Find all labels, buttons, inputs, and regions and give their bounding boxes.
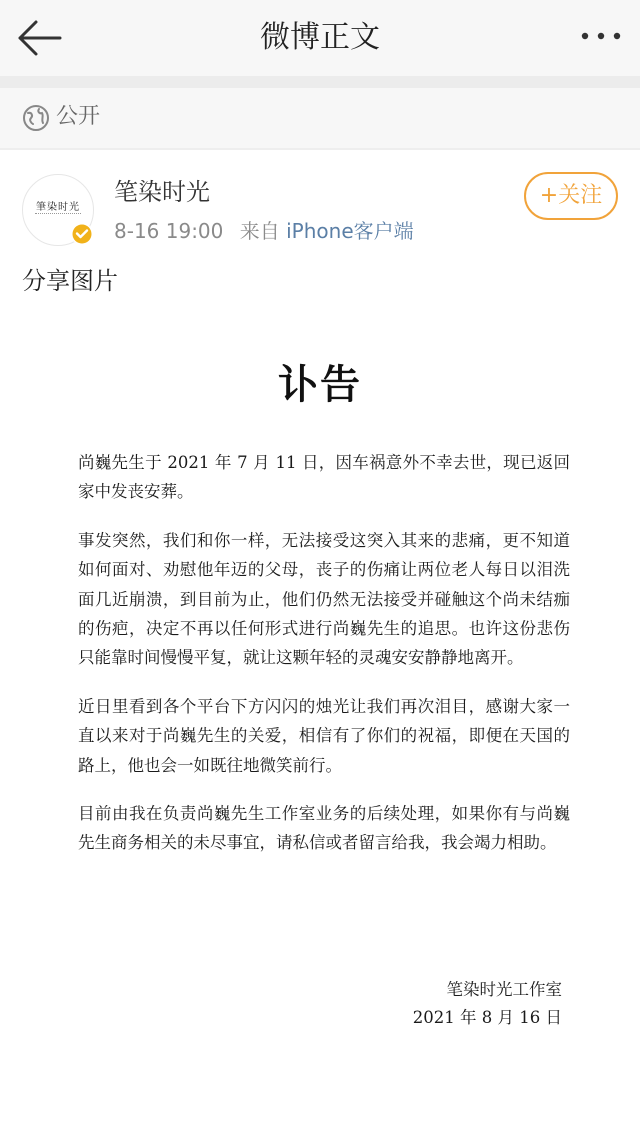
section-divider: [0, 76, 640, 88]
more-dots-icon: [580, 28, 622, 44]
notice-paragraph: 事发突然，我们和你一样，无法接受这突入其来的悲痛，更不知道如何面对、劝慰他年迈的父母，丧子的伤痛让两位老人每日以泪洗面几近崩溃，到目前为止，他们仍然无法接受并碰触这个尚未结痂的伤疤，决定不再以任何形式进行尚巍先生的追思。也许这份悲伤只能靠时间慢慢平复，就让这颗年轻的灵魂安安静静地离开。: [78, 530, 570, 668]
avatar-logo-underline: [35, 213, 81, 216]
source-prefix: 来自: [239, 219, 280, 243]
divider: [0, 148, 640, 150]
follow-button[interactable]: +关注: [524, 172, 618, 220]
visibility-row: [0, 88, 640, 148]
more-button[interactable]: [580, 28, 622, 44]
avatar-logo-text: 筆染时光: [36, 202, 80, 213]
post-source-link[interactable]: iPhone客户端: [286, 219, 414, 243]
post-timestamp: 8-16 19:00: [114, 219, 224, 243]
verified-badge-icon: [70, 222, 94, 246]
post-meta: [114, 216, 414, 246]
author-name[interactable]: 笔染时光: [114, 178, 210, 206]
notice-date: 2021 年 8 月 16 日: [412, 1008, 562, 1027]
page-title: 微博正文: [260, 20, 380, 55]
post-text: 分享图片: [22, 267, 118, 295]
notice-paragraph: 近日里看到各个平台下方闪闪的烛光让我们再次泪目，感谢大家一直以来对于尚巍先生的关爱，相信有了你们的祝福，即便在天国的路上，他也会一如既往地微笑前行。: [78, 696, 570, 775]
notice-paragraph: 目前由我在负责尚巍先生工作室业务的后续处理，如果你有与尚巍先生商务相关的未尽事宜，请私信或者留言给我，我会竭力相助。: [78, 804, 570, 853]
notice-body: [78, 448, 570, 877]
notice-paragraph: 尚巍先生于 2021 年 7 月 11 日，因车祸意外不幸去世，现已返回家中发丧安葬。: [78, 453, 570, 502]
visibility-label: 公开: [56, 104, 101, 129]
notice-signature: 笔染时光工作室: [446, 980, 562, 999]
notice-title: 讣告: [278, 361, 362, 408]
globe-icon: [22, 104, 50, 132]
top-nav-bar: [0, 0, 640, 76]
